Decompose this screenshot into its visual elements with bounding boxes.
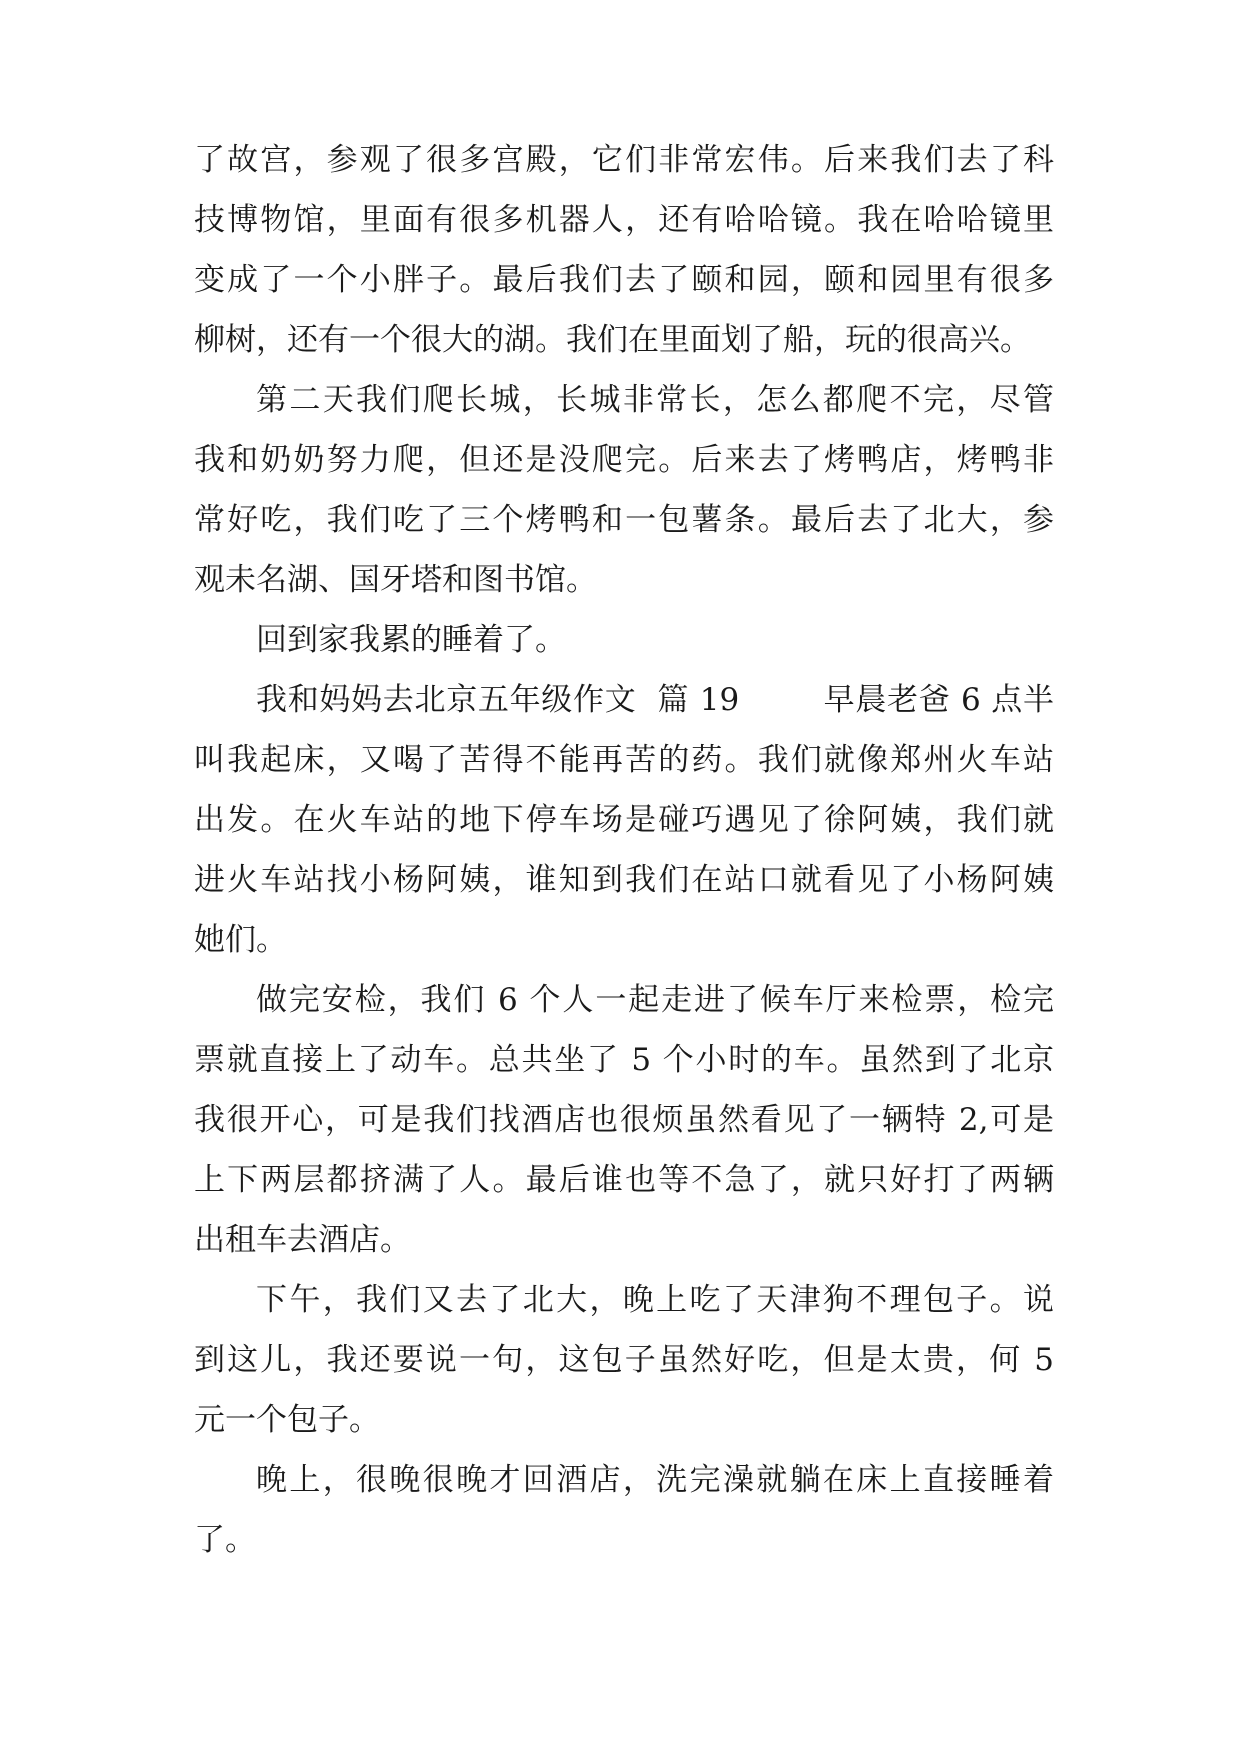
text-line: 柳树，还有一个很大的湖。我们在里面划了船，玩的很高兴。 xyxy=(194,322,1031,358)
text-line: 票就直接上了动车。总共坐了 5 个小时的车。虽然到了北京 xyxy=(194,1042,1054,1078)
text-line: 我和奶奶努力爬，但还是没爬完。后来去了烤鸭店，烤鸭非 xyxy=(194,442,1054,478)
text-line: 下午，我们又去了北大，晚上吃了天津狗不理包子。说 xyxy=(256,1282,1054,1318)
paragraph-6 xyxy=(194,1270,1054,1450)
text-line: 了故宫，参观了很多宫殿，它们非常宏伟。后来我们去了科 xyxy=(194,142,1054,178)
text-line: 出租车去酒店。 xyxy=(194,1222,411,1258)
paragraph-1 xyxy=(194,130,1054,370)
text-line: 到这儿，我还要说一句，这包子虽然好吃，但是太贵，何 5 xyxy=(194,1342,1054,1378)
text-line: 我和妈妈去北京五年级作文 篇 19 早晨老爸 6 点半 xyxy=(256,682,1054,718)
text-line: 观未名湖、国牙塔和图书馆。 xyxy=(194,562,597,598)
paragraph-4 xyxy=(194,670,1054,970)
text-line: 进火车站找小杨阿姨，谁知到我们在站口就看见了小杨阿姨 xyxy=(194,862,1054,898)
paragraph-5 xyxy=(194,970,1054,1270)
text-line: 了。 xyxy=(194,1522,256,1558)
text-line: 上下两层都挤满了人。最后谁也等不急了，就只好打了两辆 xyxy=(194,1162,1054,1198)
paragraph-2 xyxy=(194,370,1054,610)
text-line: 第二天我们爬长城，长城非常长，怎么都爬不完，尽管 xyxy=(256,382,1054,418)
text-line: 晚上，很晚很晚才回酒店，洗完澡就躺在床上直接睡着 xyxy=(256,1462,1054,1498)
text-line: 回到家我累的睡着了。 xyxy=(256,622,566,658)
text-line: 常好吃，我们吃了三个烤鸭和一包薯条。最后去了北大，参 xyxy=(194,502,1054,538)
text-line: 元一个包子。 xyxy=(194,1402,380,1438)
text-line: 技博物馆，里面有很多机器人，还有哈哈镜。我在哈哈镜里 xyxy=(194,202,1054,238)
text-line: 叫我起床，又喝了苦得不能再苦的药。我们就像郑州火车站 xyxy=(194,742,1054,778)
text-line: 做完安检，我们 6 个人一起走进了候车厅来检票，检完 xyxy=(256,982,1054,1018)
document-body xyxy=(194,130,1054,1570)
text-line: 变成了一个小胖子。最后我们去了颐和园，颐和园里有很多 xyxy=(194,262,1054,298)
text-line: 我很开心，可是我们找酒店也很烦虽然看见了一辆特 2,可是 xyxy=(194,1102,1054,1138)
text-line: 出发。在火车站的地下停车场是碰巧遇见了徐阿姨，我们就 xyxy=(194,802,1054,838)
text-line: 她们。 xyxy=(194,922,287,958)
paragraph-3 xyxy=(194,610,1054,670)
paragraph-7 xyxy=(194,1450,1054,1570)
